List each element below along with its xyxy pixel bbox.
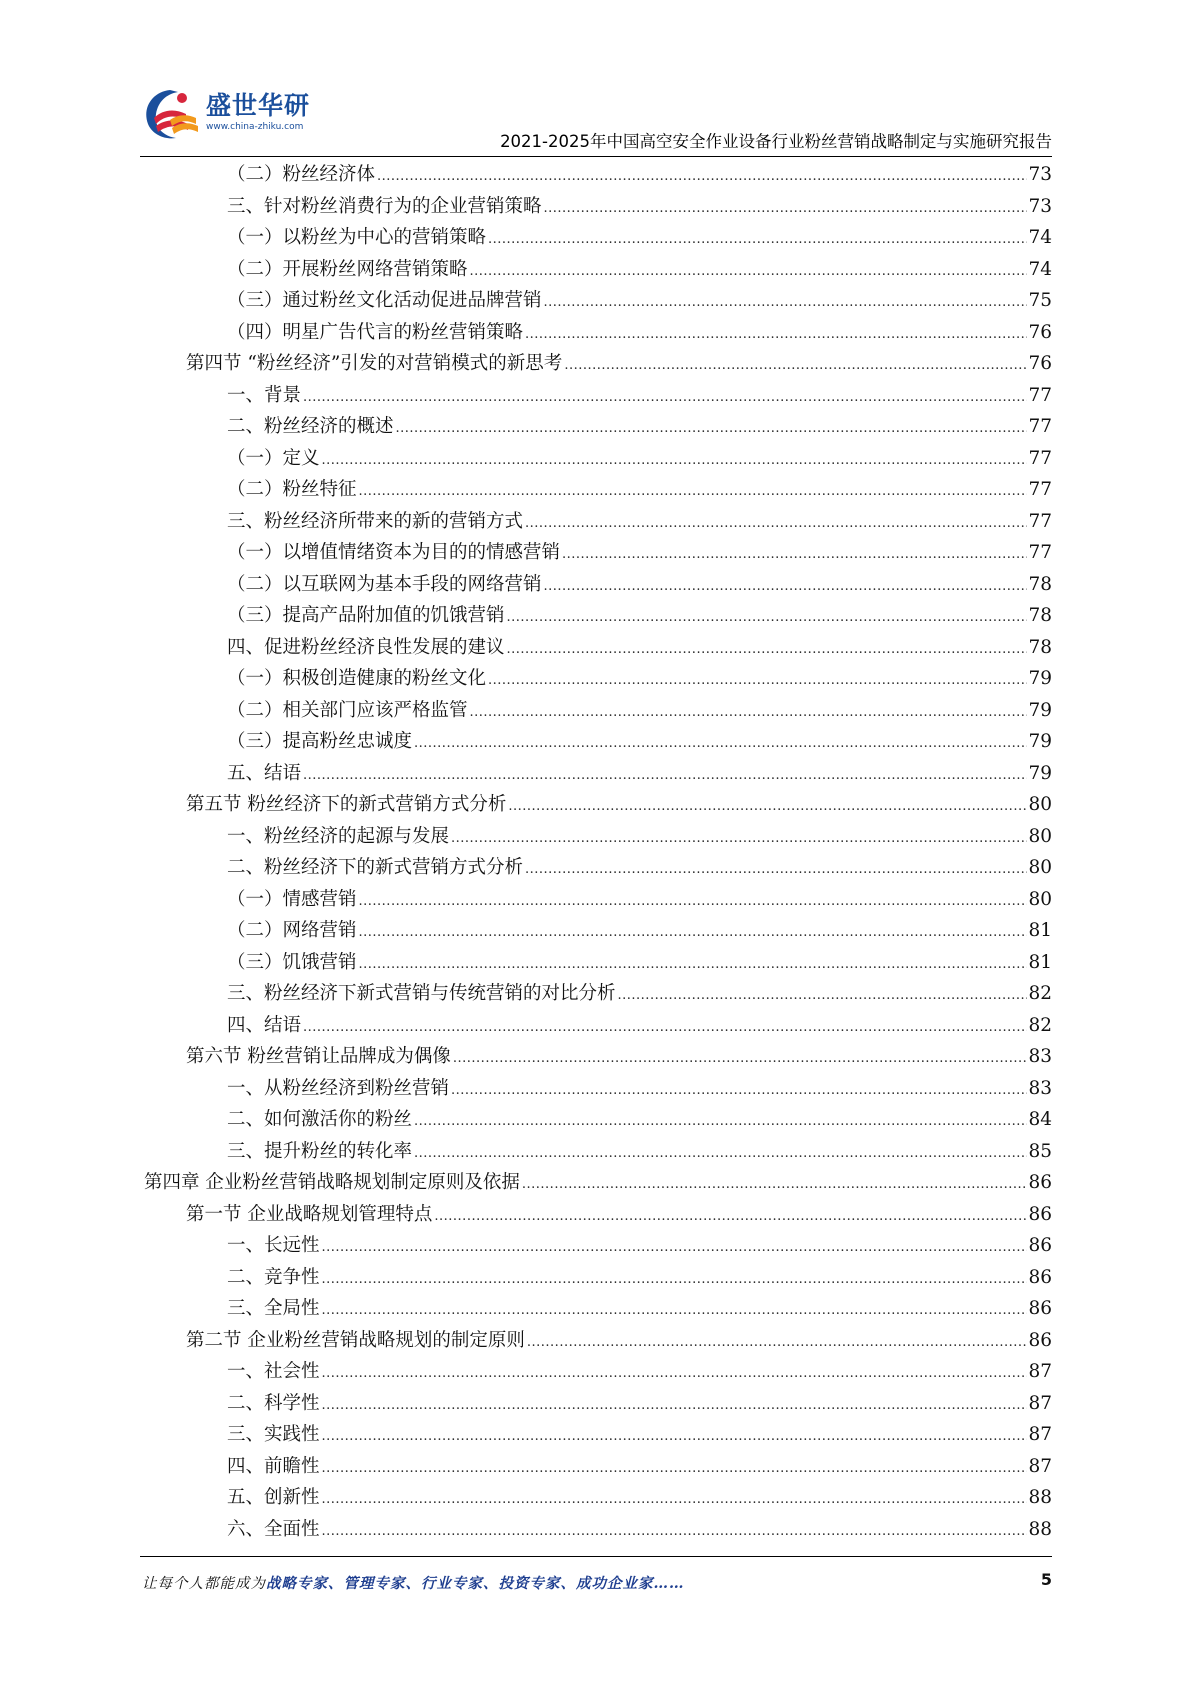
toc-entry-title: 五、创新性 (227, 1487, 320, 1508)
toc-entry-page: 82 (1028, 983, 1052, 1004)
toc-entry-page: 76 (1028, 353, 1052, 374)
toc-entry-page: 80 (1028, 825, 1052, 847)
toc-entry[interactable] (140, 254, 1052, 286)
toc-entry[interactable] (140, 1514, 1052, 1546)
toc-entry[interactable] (140, 884, 1052, 916)
toc-entry-title: （一）以粉丝为中心的营销策略 (227, 227, 487, 248)
toc-entry-page: 78 (1028, 605, 1052, 626)
toc-entry[interactable] (140, 726, 1052, 758)
toc-leader-dots (414, 1106, 1027, 1138)
toc-entry-page: 88 (1028, 1487, 1052, 1508)
toc-entry-page: 74 (1028, 227, 1052, 248)
toc-entry[interactable] (140, 1230, 1052, 1262)
toc-entry-title: （二）以互联网为基本手段的网络营销 (227, 573, 542, 595)
footer-slogan (142, 1572, 685, 1593)
logo-company-name: 盛世华研 (206, 91, 311, 120)
toc-entry[interactable] (140, 1136, 1052, 1168)
toc-entry[interactable] (140, 1010, 1052, 1042)
toc-entry[interactable] (140, 1325, 1052, 1357)
toc-entry[interactable] (140, 474, 1052, 506)
toc-leader-dots (414, 728, 1027, 760)
toc-leader-dots (544, 287, 1028, 319)
toc-entry[interactable] (140, 159, 1052, 191)
toc-entry[interactable] (140, 537, 1052, 569)
toc-entry-title: 第四节 “粉丝经济”引发的对营销模式的新思考 (186, 353, 563, 374)
toc-leader-dots (525, 319, 1027, 351)
toc-leader-dots (303, 1012, 1027, 1044)
toc-entry[interactable] (140, 852, 1052, 884)
toc-leader-dots (322, 1390, 1028, 1422)
toc-entry-title: 六、全面性 (227, 1518, 320, 1540)
toc-leader-dots (377, 161, 1027, 193)
toc-entry-title: 第四章 企业粉丝营销战略规划制定原则及依据 (144, 1172, 520, 1193)
toc-leader-dots (322, 1484, 1028, 1516)
toc-entry[interactable] (140, 191, 1052, 223)
footer-slogan-highlight: 战略专家、管理专家、行业专家、投资专家、成功企业家…… (266, 1575, 685, 1592)
toc-leader-dots (303, 760, 1027, 792)
toc-entry-page: 77 (1028, 447, 1052, 469)
toc-leader-dots (507, 602, 1028, 634)
toc-entry-page: 79 (1028, 731, 1052, 752)
toc-entry[interactable] (140, 1356, 1052, 1388)
toc-entry-page: 84 (1028, 1109, 1052, 1130)
toc-entry[interactable] (140, 663, 1052, 695)
toc-leader-dots (322, 1421, 1028, 1453)
toc-entry[interactable] (140, 1293, 1052, 1325)
toc-leader-dots (322, 1264, 1028, 1296)
page-number: 5 (1040, 1570, 1052, 1589)
toc-entry-page: 81 (1028, 951, 1052, 973)
toc-entry-title: （三）提高粉丝忠诚度 (227, 731, 413, 752)
toc-entry-title: （三）通过粉丝文化活动促进品牌营销 (227, 290, 542, 311)
toc-entry-page: 87 (1028, 1361, 1052, 1382)
toc-entry-title: （二）粉丝经济体 (227, 164, 376, 185)
toc-entry-title: 第一节 企业战略规划管理特点 (186, 1203, 433, 1225)
toc-entry-page: 80 (1028, 857, 1052, 878)
logo-emblem-icon (140, 84, 204, 146)
toc-entry-page: 79 (1028, 762, 1052, 784)
toc-entry-title: 第五节 粉丝经济下的新式营销方式分析 (186, 794, 507, 815)
toc-entry[interactable] (140, 1199, 1052, 1231)
toc-entry-title: 一、背景 (227, 384, 302, 406)
toc-entry-page: 73 (1028, 164, 1052, 185)
toc-leader-dots (322, 1453, 1028, 1485)
toc-entry-page: 86 (1028, 1298, 1052, 1319)
toc-entry-title: 二、竞争性 (227, 1266, 320, 1288)
toc-entry[interactable] (140, 506, 1052, 538)
toc-leader-dots (488, 665, 1027, 697)
toc-leader-dots (451, 823, 1027, 855)
toc-entry[interactable] (140, 758, 1052, 790)
toc-leader-dots (525, 854, 1027, 886)
toc-entry[interactable] (140, 1482, 1052, 1514)
toc-entry[interactable] (140, 1388, 1052, 1420)
toc-entry-page: 85 (1028, 1140, 1052, 1162)
toc-entry-page: 78 (1028, 573, 1052, 595)
table-of-contents (140, 159, 1052, 1545)
toc-entry-page: 86 (1028, 1266, 1052, 1288)
toc-entry[interactable] (140, 380, 1052, 412)
toc-leader-dots (322, 1232, 1028, 1264)
toc-entry-page: 79 (1028, 668, 1052, 689)
toc-entry[interactable] (140, 443, 1052, 475)
toc-leader-dots (359, 949, 1028, 981)
toc-leader-dots (488, 224, 1027, 256)
toc-leader-dots (451, 1075, 1027, 1107)
toc-entry-page: 80 (1028, 888, 1052, 910)
toc-entry[interactable] (140, 1451, 1052, 1483)
toc-leader-dots (453, 1043, 1028, 1075)
toc-entry-page: 82 (1028, 1014, 1052, 1036)
toc-entry-title: （一）情感营销 (227, 888, 357, 910)
toc-leader-dots (359, 917, 1028, 949)
toc-leader-dots (544, 193, 1028, 225)
toc-leader-dots (322, 445, 1028, 477)
toc-entry-page: 86 (1028, 1329, 1052, 1351)
toc-entry-title: （二）开展粉丝网络营销策略 (227, 258, 468, 280)
toc-leader-dots (414, 1138, 1027, 1170)
toc-entry-title: 三、全局性 (227, 1298, 320, 1319)
toc-entry-title: （一）以增值情绪资本为目的的情感营销 (227, 542, 561, 563)
toc-entry[interactable] (140, 222, 1052, 254)
toc-leader-dots (522, 1169, 1028, 1201)
toc-entry-page: 87 (1028, 1424, 1052, 1445)
toc-leader-dots (359, 886, 1028, 918)
toc-entry-title: 二、粉丝经济下的新式营销方式分析 (227, 857, 524, 878)
toc-entry-page: 87 (1028, 1455, 1052, 1477)
toc-entry-page: 77 (1028, 510, 1052, 532)
toc-leader-dots (359, 476, 1028, 508)
toc-entry-title: （三）饥饿营销 (227, 951, 357, 973)
toc-entry-title: 三、实践性 (227, 1424, 320, 1445)
toc-entry-page: 87 (1028, 1392, 1052, 1414)
toc-entry-page: 81 (1028, 920, 1052, 941)
toc-entry-page: 77 (1028, 542, 1052, 563)
footer-divider (140, 1556, 1052, 1557)
toc-entry-page: 74 (1028, 258, 1052, 280)
toc-entry-title: 四、前瞻性 (227, 1455, 320, 1477)
toc-entry-page: 86 (1028, 1235, 1052, 1256)
toc-entry-title: （二）网络营销 (227, 920, 357, 941)
toc-entry-title: （一）定义 (227, 447, 320, 469)
toc-entry-title: 四、促进粉丝经济良性发展的建议 (227, 636, 505, 658)
toc-entry[interactable] (140, 317, 1052, 349)
footer-slogan-prefix: 让每个人都能成为 (142, 1576, 266, 1592)
toc-entry[interactable] (140, 411, 1052, 443)
toc-entry[interactable] (140, 695, 1052, 727)
toc-leader-dots (434, 1201, 1027, 1233)
toc-entry-title: 一、粉丝经济的起源与发展 (227, 825, 450, 847)
toc-entry[interactable] (140, 821, 1052, 853)
toc-leader-dots (470, 697, 1028, 729)
toc-entry[interactable] (140, 1041, 1052, 1073)
toc-entry-page: 86 (1028, 1203, 1052, 1225)
toc-entry-page: 75 (1028, 290, 1052, 311)
toc-entry[interactable] (140, 1073, 1052, 1105)
toc-entry-title: 二、粉丝经济的概述 (227, 416, 394, 437)
toc-entry-title: 一、从粉丝经济到粉丝营销 (227, 1077, 450, 1099)
toc-entry-page: 86 (1028, 1172, 1052, 1193)
toc-entry-title: 二、科学性 (227, 1392, 320, 1414)
toc-entry-title: （三）提高产品附加值的饥饿营销 (227, 605, 505, 626)
toc-entry-title: 第二节 企业粉丝营销战略规划的制定原则 (186, 1329, 525, 1351)
toc-leader-dots (562, 539, 1027, 571)
toc-leader-dots (470, 256, 1028, 288)
header-divider (140, 156, 1052, 157)
toc-leader-dots (396, 413, 1028, 445)
toc-leader-dots (322, 1516, 1028, 1548)
toc-leader-dots (322, 1358, 1028, 1390)
toc-leader-dots (544, 571, 1028, 603)
toc-entry[interactable] (140, 1262, 1052, 1294)
toc-entry-title: 三、提升粉丝的转化率 (227, 1140, 413, 1162)
toc-entry-page: 76 (1028, 321, 1052, 343)
toc-entry[interactable] (140, 978, 1052, 1010)
toc-entry-title: （二）相关部门应该严格监管 (227, 699, 468, 721)
toc-entry-page: 77 (1028, 479, 1052, 500)
toc-leader-dots (525, 508, 1027, 540)
toc-entry-page: 83 (1028, 1046, 1052, 1067)
toc-entry[interactable] (140, 348, 1052, 380)
toc-entry[interactable] (140, 600, 1052, 632)
toc-entry-page: 77 (1028, 384, 1052, 406)
toc-leader-dots (527, 1327, 1028, 1359)
toc-entry[interactable] (140, 1104, 1052, 1136)
toc-entry-page: 80 (1028, 794, 1052, 815)
toc-entry-title: 一、社会性 (227, 1361, 320, 1382)
toc-entry-title: 五、结语 (227, 762, 302, 784)
toc-entry-title: 三、粉丝经济所带来的新的营销方式 (227, 510, 524, 532)
page-header (140, 78, 1052, 156)
toc-entry-page: 83 (1028, 1077, 1052, 1099)
toc-entry-page: 79 (1028, 699, 1052, 721)
logo-website: www.china-zhiku.com (206, 122, 304, 132)
toc-entry-title: （一）积极创造健康的粉丝文化 (227, 668, 487, 689)
report-title: 2021-2025年中国高空安全作业设备行业粉丝营销战略制定与实施研究报告 (500, 132, 1052, 151)
toc-leader-dots (322, 1295, 1028, 1327)
toc-entry-title: 三、针对粉丝消费行为的企业营销策略 (227, 195, 542, 217)
toc-entry-title: 四、结语 (227, 1014, 302, 1036)
toc-entry-title: 三、粉丝经济下新式营销与传统营销的对比分析 (227, 983, 616, 1004)
toc-leader-dots (507, 634, 1028, 666)
toc-entry-title: 一、长远性 (227, 1235, 320, 1256)
toc-entry[interactable] (140, 789, 1052, 821)
toc-leader-dots (508, 791, 1027, 823)
toc-entry-title: （二）粉丝特征 (227, 479, 357, 500)
toc-entry-title: （四）明星广告代言的粉丝营销策略 (227, 321, 524, 343)
toc-entry[interactable] (140, 569, 1052, 601)
toc-entry[interactable] (140, 285, 1052, 317)
toc-entry[interactable] (140, 632, 1052, 664)
toc-entry-page: 88 (1028, 1518, 1052, 1540)
toc-entry-title: 第六节 粉丝营销让品牌成为偶像 (186, 1046, 451, 1067)
toc-entry-page: 77 (1028, 416, 1052, 437)
toc-leader-dots (303, 382, 1027, 414)
toc-entry[interactable] (140, 947, 1052, 979)
toc-entry[interactable] (140, 1167, 1052, 1199)
toc-entry-title: 二、如何激活你的粉丝 (227, 1109, 413, 1130)
toc-leader-dots (618, 980, 1028, 1012)
toc-entry[interactable] (140, 1419, 1052, 1451)
toc-entry-page: 73 (1028, 195, 1052, 217)
toc-leader-dots (564, 350, 1027, 382)
toc-entry-page: 78 (1028, 636, 1052, 658)
company-logo (140, 84, 320, 144)
toc-entry[interactable] (140, 915, 1052, 947)
